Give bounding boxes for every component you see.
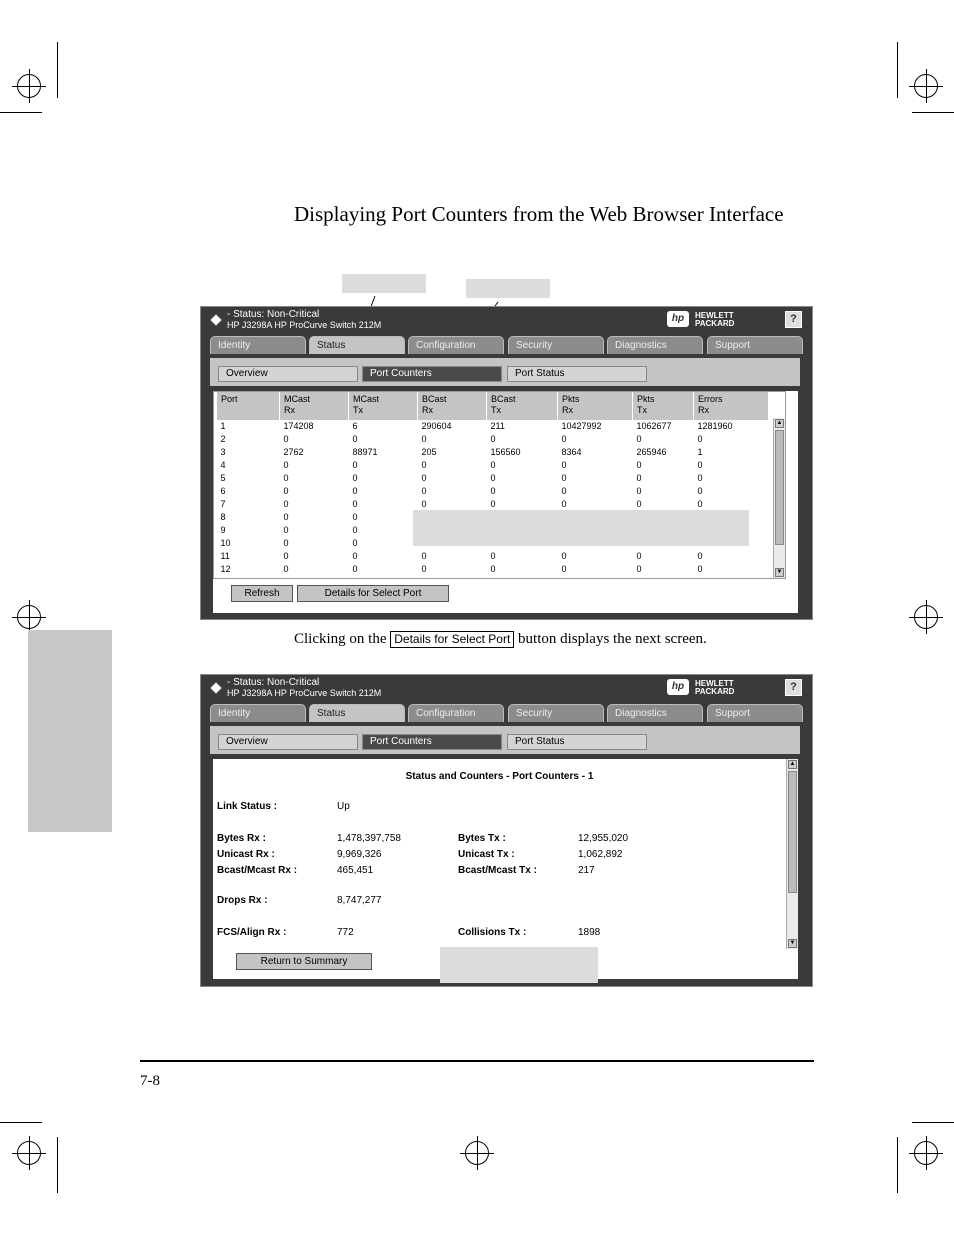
- status-title: - Status: Non-Critical: [227, 677, 320, 688]
- subtab-port-counters[interactable]: Port Counters: [362, 734, 502, 750]
- column-header: [558, 392, 633, 420]
- details-for-select-port-button[interactable]: Details for Select Port: [297, 585, 449, 602]
- table-cell: 6: [220, 486, 226, 496]
- table-cell: 0: [697, 460, 703, 470]
- table-cell: 1281960: [697, 421, 733, 431]
- table-cell: 0: [636, 499, 642, 509]
- subtab-port-status[interactable]: Port Status: [507, 734, 647, 750]
- column-header-line: Pkts: [562, 394, 580, 404]
- scroll-thumb[interactable]: [775, 430, 784, 545]
- status-diamond-icon: [210, 314, 221, 325]
- table-cell: 0: [421, 473, 427, 483]
- unicast-tx-label: Unicast Tx :: [458, 849, 515, 860]
- bcast-mcast-rx-label: Bcast/Mcast Rx :: [217, 865, 298, 876]
- subtab-port-status[interactable]: Port Status: [507, 366, 647, 382]
- table-cell: 0: [283, 512, 289, 522]
- table-cell: 0: [636, 486, 642, 496]
- table-cell: 0: [636, 473, 642, 483]
- table-cell: 0: [561, 473, 567, 483]
- status-title: - Status: Non-Critical: [227, 309, 320, 320]
- tab-configuration[interactable]: Configuration: [408, 704, 504, 722]
- table-cell: 0: [490, 473, 496, 483]
- table-cell: 1: [220, 421, 226, 431]
- table-cell: 0: [490, 460, 496, 470]
- tab-support[interactable]: Support: [707, 336, 803, 354]
- table-cell: 0: [561, 551, 567, 561]
- status-header: [201, 675, 812, 703]
- status-header: [201, 307, 812, 335]
- table-cell: 0: [697, 551, 703, 561]
- subtab-overview[interactable]: Overview: [218, 366, 358, 382]
- table-cell: 0: [490, 564, 496, 574]
- table-cell: 0: [283, 499, 289, 509]
- unicast-rx-value: 9,969,326: [337, 849, 382, 860]
- column-header-line: Port: [221, 394, 238, 404]
- scroll-down-icon[interactable]: ▼: [776, 569, 783, 575]
- page-number: 7-8: [140, 1073, 160, 1089]
- tab-support[interactable]: Support: [707, 704, 803, 722]
- table-cell: 0: [697, 434, 703, 444]
- hp-logo: [667, 311, 751, 329]
- column-header-line: MCast: [353, 394, 380, 404]
- detail-title: Status and Counters - Port Counters - 1: [405, 771, 594, 782]
- bcast-mcast-tx-label: Bcast/Mcast Tx :: [458, 865, 537, 876]
- tab-identity[interactable]: Identity: [210, 336, 306, 354]
- table-cell: 0: [421, 564, 427, 574]
- table-cell: 0: [636, 460, 642, 470]
- table-cell: 0: [561, 499, 567, 509]
- tab-identity[interactable]: Identity: [210, 704, 306, 722]
- table-cell: 2762: [283, 447, 304, 457]
- sub-tabs: [210, 726, 800, 754]
- device-name: HP J3298A HP ProCurve Switch 212M: [227, 320, 382, 330]
- column-header-line: Rx: [562, 405, 573, 415]
- table-cell: 8: [220, 512, 226, 522]
- collisions-tx-value: 1898: [578, 927, 601, 938]
- column-header-line: Rx: [422, 405, 433, 415]
- column-header: [418, 392, 487, 420]
- table-cell: 12: [220, 564, 231, 574]
- table-cell: 0: [636, 434, 642, 444]
- column-header-line: Tx: [491, 405, 501, 415]
- footer-rule: [140, 1060, 814, 1062]
- table-cell: 0: [421, 460, 427, 470]
- table-cell: 0: [352, 460, 358, 470]
- subtab-port-counters[interactable]: Port Counters: [362, 366, 502, 382]
- table-cell: 0: [352, 512, 358, 522]
- logo-word: HEWLETT: [695, 679, 734, 688]
- table-cell: 0: [636, 551, 642, 561]
- column-header-line: Errors: [698, 394, 723, 404]
- tab-security[interactable]: Security: [508, 336, 604, 354]
- table-cell: 0: [490, 551, 496, 561]
- table-cell: 0: [490, 486, 496, 496]
- table-cell: 0: [352, 473, 358, 483]
- bytes-tx-label: Bytes Tx :: [458, 833, 506, 844]
- link-status-label: Link Status :: [217, 801, 278, 812]
- column-header-line: Tx: [353, 405, 363, 415]
- table-cell: 0: [283, 564, 289, 574]
- table-cell: 0: [283, 473, 289, 483]
- table-cell: 0: [561, 460, 567, 470]
- drops-rx-label: Drops Rx :: [217, 895, 268, 906]
- main-tabs: [210, 704, 804, 722]
- table-cell: 3: [220, 447, 226, 457]
- fcs-align-rx-value: 772: [337, 927, 354, 938]
- detail-scrollbar[interactable]: [786, 759, 798, 949]
- table-cell: 8364: [561, 447, 582, 457]
- caption-text: Clicking on the: [294, 631, 391, 647]
- column-header-line: Rx: [284, 405, 295, 415]
- column-header-line: Pkts: [637, 394, 655, 404]
- table-cell: 0: [352, 434, 358, 444]
- figure-caption: [294, 631, 707, 648]
- caption-text: button displays the next screen.: [514, 631, 707, 647]
- table-cell: 0: [490, 499, 496, 509]
- status-diamond-icon: [210, 682, 221, 693]
- table-cell: 0: [490, 434, 496, 444]
- summary-content: [213, 391, 798, 613]
- port-counters-detail-screen: [200, 674, 813, 987]
- table-cell: 0: [283, 486, 289, 496]
- table-cell: 0: [636, 564, 642, 574]
- bytes-rx-label: Bytes Rx :: [217, 833, 266, 844]
- column-header: [487, 392, 558, 420]
- table-scrollbar[interactable]: [773, 418, 785, 578]
- callout-box: [440, 947, 598, 983]
- table-cell: 11: [220, 551, 230, 561]
- table-cell: 290604: [421, 421, 452, 431]
- subtab-overview[interactable]: Overview: [218, 734, 358, 750]
- table-cell: 7: [220, 499, 226, 509]
- unicast-tx-value: 1,062,892: [578, 849, 623, 860]
- column-header-line: BCast: [491, 394, 516, 404]
- counters-table: [216, 392, 768, 576]
- column-header-line: Tx: [637, 405, 647, 415]
- help-button[interactable]: ?: [785, 679, 802, 696]
- section-heading: Displaying Port Counters from the Web Browser Interface: [294, 202, 784, 226]
- table-cell: 0: [283, 525, 289, 535]
- table-cell: 10: [220, 538, 231, 548]
- counters-table-frame: [213, 391, 786, 579]
- table-cell: 0: [421, 551, 427, 561]
- table-cell: 0: [561, 434, 567, 444]
- detail-content: [213, 759, 798, 979]
- table-cell: 0: [352, 551, 358, 561]
- table-cell: 211: [490, 421, 505, 431]
- logo-word: PACKARD: [695, 319, 735, 328]
- tab-configuration[interactable]: Configuration: [408, 336, 504, 354]
- column-header: [349, 392, 418, 420]
- table-cell: 0: [421, 434, 427, 444]
- table-cell: 0: [352, 486, 358, 496]
- port-counters-summary-screen: [200, 306, 813, 620]
- hp-logo: [667, 679, 751, 697]
- table-cell: 0: [697, 486, 703, 496]
- scroll-down-icon[interactable]: ▼: [789, 940, 796, 946]
- callout-box: [413, 510, 749, 546]
- refresh-button[interactable]: Refresh: [231, 585, 293, 602]
- bcast-mcast-rx-value: 465,451: [337, 865, 374, 876]
- collisions-tx-label: Collisions Tx :: [458, 927, 527, 938]
- hp-logo-icon: hp: [667, 679, 689, 695]
- tab-diagnostics[interactable]: Diagnostics: [607, 704, 703, 722]
- sub-tabs: [210, 358, 800, 386]
- return-to-summary-button[interactable]: Return to Summary: [236, 953, 372, 970]
- table-row[interactable]: [217, 446, 769, 459]
- bcast-mcast-tx-value: 217: [578, 865, 595, 876]
- table-row[interactable]: [217, 459, 769, 472]
- unicast-rx-label: Unicast Rx :: [217, 849, 275, 860]
- table-cell: 205: [421, 447, 437, 457]
- table-cell: 6: [352, 421, 358, 431]
- table-cell: 88971: [352, 447, 378, 457]
- table-cell: 0: [352, 564, 358, 574]
- table-cell: 0: [352, 499, 358, 509]
- table-cell: 5: [220, 473, 226, 483]
- scroll-up-icon[interactable]: ▲: [789, 761, 796, 767]
- column-header-line: MCast: [284, 394, 311, 404]
- table-row[interactable]: [217, 550, 769, 563]
- scroll-thumb[interactable]: [788, 771, 797, 893]
- link-status-value: Up: [337, 801, 350, 812]
- table-cell: 0: [697, 473, 703, 483]
- tab-diagnostics[interactable]: Diagnostics: [607, 336, 703, 354]
- main-tabs: [210, 336, 804, 354]
- tab-status[interactable]: Status: [309, 336, 405, 354]
- bytes-tx-value: 12,955,020: [578, 833, 629, 844]
- table-cell: 4: [220, 460, 226, 470]
- table-row[interactable]: [217, 420, 769, 433]
- table-cell: 1: [697, 447, 703, 457]
- column-header: [217, 392, 280, 420]
- column-header: [633, 392, 694, 420]
- logo-word: HEWLETT: [695, 311, 734, 320]
- table-cell: 2: [220, 434, 226, 444]
- table-cell: 0: [697, 499, 703, 509]
- table-cell: 265946: [636, 447, 667, 457]
- table-cell: 0: [421, 486, 427, 496]
- table-cell: 9: [220, 525, 226, 535]
- table-cell: 0: [283, 460, 289, 470]
- table-row[interactable]: [217, 472, 769, 485]
- table-cell: 10427992: [561, 421, 602, 431]
- tab-security[interactable]: Security: [508, 704, 604, 722]
- help-button[interactable]: ?: [785, 311, 802, 328]
- table-cell: 0: [421, 499, 427, 509]
- device-name: HP J3298A HP ProCurve Switch 212M: [227, 688, 382, 698]
- column-header-line: Rx: [698, 405, 709, 415]
- table-cell: 0: [561, 486, 567, 496]
- table-cell: 1062677: [636, 421, 672, 431]
- table-cell: 156560: [490, 447, 521, 457]
- fcs-align-rx-label: FCS/Align Rx :: [217, 927, 287, 938]
- tab-status[interactable]: Status: [309, 704, 405, 722]
- table-row[interactable]: [217, 563, 769, 576]
- table-cell: 174208: [283, 421, 314, 431]
- table-cell: 0: [352, 538, 358, 548]
- column-header-line: BCast: [422, 394, 447, 404]
- bytes-rx-value: 1,478,397,758: [337, 833, 401, 844]
- column-header: [280, 392, 349, 420]
- column-header: [694, 392, 769, 420]
- table-cell: 0: [283, 434, 289, 444]
- table-row[interactable]: [217, 433, 769, 446]
- table-cell: 0: [561, 564, 567, 574]
- drops-rx-value: 8,747,277: [337, 895, 382, 906]
- table-cell: 0: [283, 551, 289, 561]
- logo-word: PACKARD: [695, 687, 735, 696]
- table-cell: 0: [697, 564, 703, 574]
- table-cell: 0: [283, 538, 289, 548]
- table-row[interactable]: [217, 485, 769, 498]
- hp-logo-icon: hp: [667, 311, 689, 327]
- caption-button-reference: Details for Select Port: [390, 631, 514, 648]
- scroll-up-icon[interactable]: ▲: [776, 420, 783, 426]
- table-cell: 0: [352, 525, 358, 535]
